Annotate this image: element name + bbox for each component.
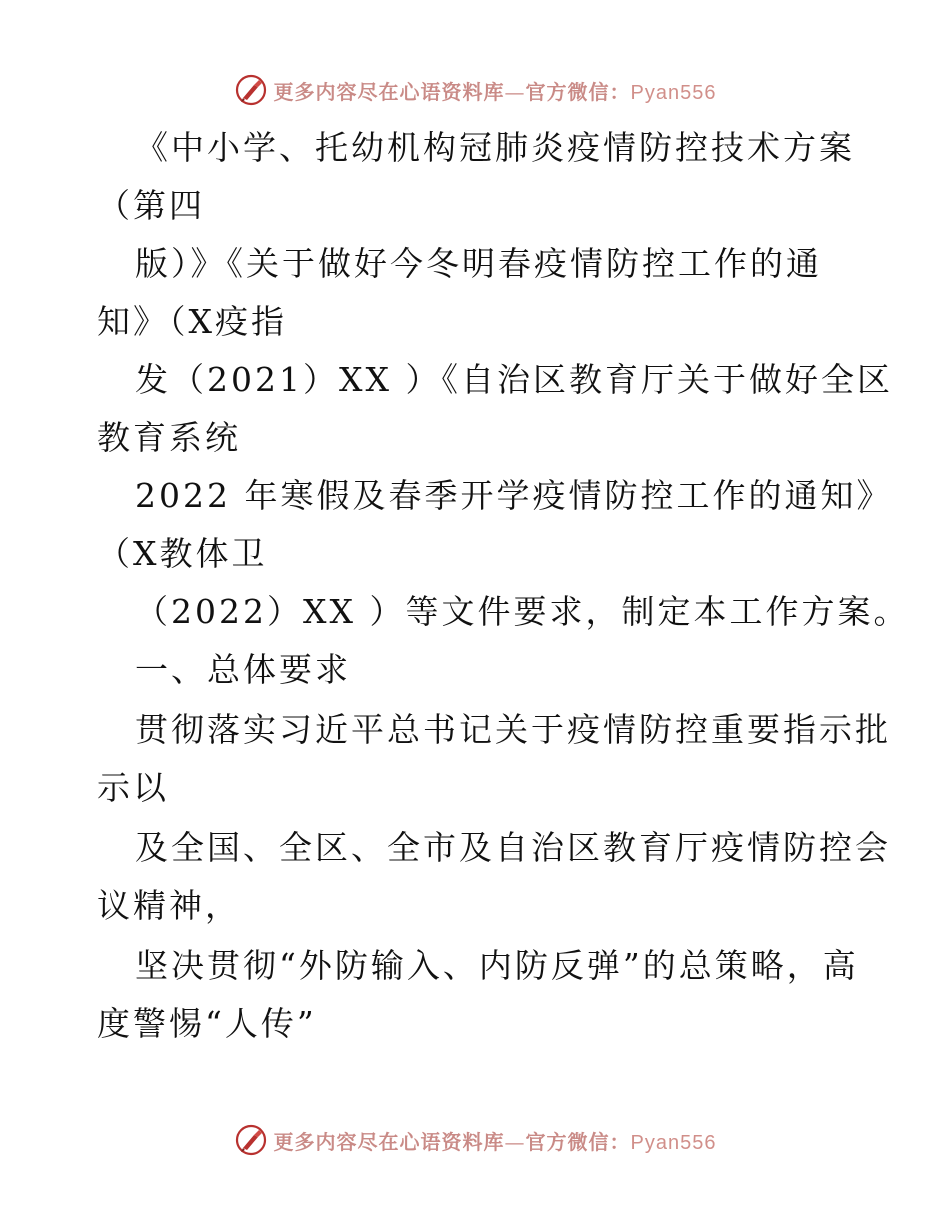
text-line: （第四 [97,186,205,225]
watermark-wechat-label: 官方微信： [525,1129,631,1154]
text-line: 议精神， [97,886,241,925]
watermark-site-text: 更多内容尽在心语资料库 [273,1129,505,1154]
watermark-separator: — [504,1129,526,1154]
text-line: 坚决贯彻“外防输入、内防反弹”的总策略，高 [135,946,859,985]
text-line: （X教体卫 [97,534,268,573]
watermark-wechat-label: 官方微信： [525,79,631,104]
section-heading: 一、总体要求 [135,650,351,689]
watermark-wechat-id: Pyan556 [630,1131,717,1154]
text-line: 《中小学、托幼机构冠肺炎疫情防控技术方案 [135,128,855,167]
text-line: （2022）XX ）等文件要求，制定本工作方案。 [135,592,910,631]
pen-logo-icon [234,1123,268,1157]
watermark-header [0,70,950,110]
text-line: 发（2021）XX ）《自治区教育厅关于做好全区 [135,360,893,399]
text-line: 2022 年寒假及春季开学疫情防控工作的通知》 [135,476,893,515]
watermark-site-text: 更多内容尽在心语资料库 [273,79,505,104]
text-line: 教育系统 [97,418,241,457]
watermark-separator: — [504,79,526,104]
watermark-footer [0,1120,950,1160]
watermark-text [274,1126,717,1155]
text-line: 度警惕“人传” [97,1004,317,1043]
text-line: 版）》《关于做好今冬明春疫情防控工作的通 [135,244,822,283]
watermark-wechat-id: Pyan556 [630,81,717,104]
watermark-text [274,76,717,105]
text-line: 贯彻落实习近平总书记关于疫情防控重要指示批 [135,710,891,749]
text-line: 示以 [97,768,169,807]
pen-logo-icon [234,73,268,107]
text-line: 知》（X疫指 [97,302,287,341]
text-line: 及全国、全区、全市及自治区教育厅疫情防控会 [135,828,891,867]
